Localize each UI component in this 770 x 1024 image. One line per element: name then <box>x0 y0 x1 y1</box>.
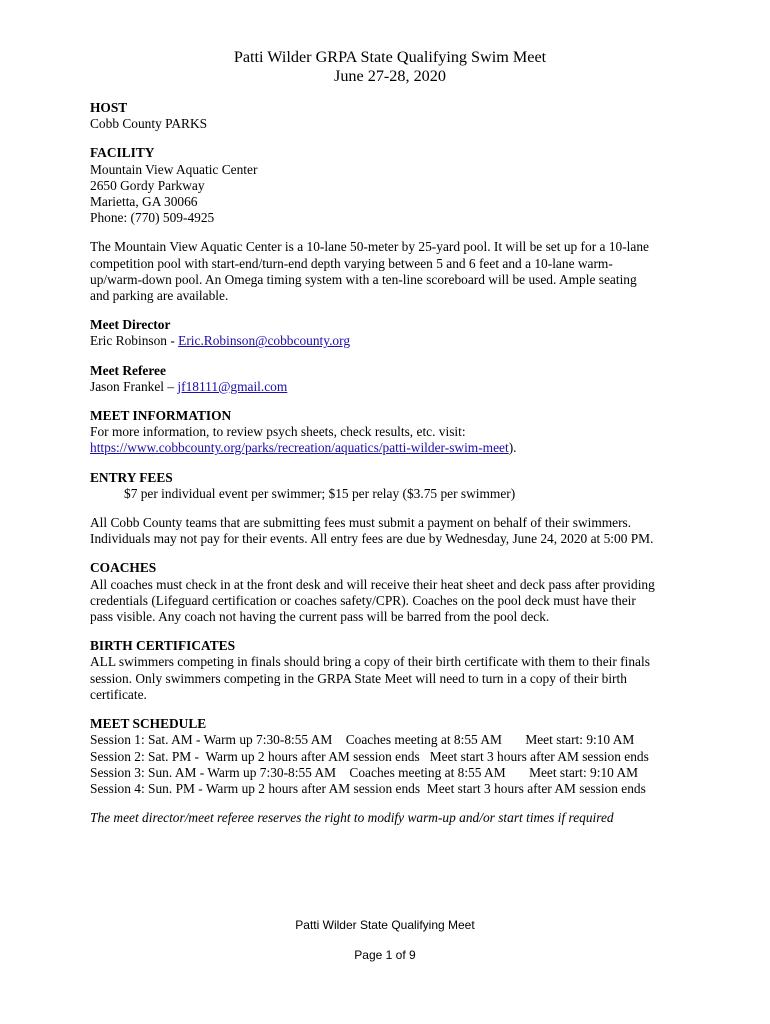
director-email-link[interactable]: Eric.Robinson@cobbcounty.org <box>178 333 351 349</box>
host-heading: HOST <box>90 100 128 115</box>
birth-certificates-section <box>90 638 690 703</box>
fees-paragraph-line: All Cobb County teams that are submitting fees must submit a payment on behalf of their swimmers. <box>90 515 632 531</box>
coaches-line: All coaches must check in at the front desk and will receive their heat sheet and deck pass after providing <box>90 576 655 592</box>
facility-phone: Phone: (770) 509-4925 <box>90 210 215 226</box>
facility-description <box>90 239 690 304</box>
fees-paragraph <box>90 515 690 547</box>
footer-page-number: Page 1 of 9 <box>354 948 416 962</box>
director-name: Eric Robinson - <box>90 333 179 349</box>
facility-desc-line: The Mountain View Aquatic Center is a 10-lane 50-meter by 25-yard pool. It will be set up for a 10-lane <box>90 239 649 255</box>
birth-heading: BIRTH CERTIFICATES <box>90 638 236 654</box>
host-section <box>90 100 690 132</box>
coaches-section <box>90 560 690 625</box>
birth-line: ALL swimmers competing in finals should bring a copy of their birth certificate with them to their finals <box>90 654 650 670</box>
referee-heading: Meet Referee <box>90 362 166 378</box>
schedule-heading: MEET SCHEDULE <box>90 716 207 732</box>
entry-fees-line: $7 per individual event per swimmer; $15 per relay ($3.75 per swimmer) <box>124 485 516 501</box>
schedule-session: Session 1: Sat. AM - Warm up 7:30-8:55 AM Coaches meeting at 8:55 AM Meet start: 9:10 AM <box>90 732 635 748</box>
facility-heading: FACILITY <box>90 145 155 161</box>
coaches-heading: COACHES <box>90 560 157 576</box>
birth-line: certificate. <box>90 686 147 702</box>
facility-section <box>90 145 690 226</box>
schedule-note: The meet director/meet referee reserves the right to modify warm-up and/or start times if required <box>90 810 614 826</box>
entry-fees-heading: ENTRY FEES <box>90 469 173 485</box>
meet-info-heading: MEET INFORMATION <box>90 408 232 424</box>
footer-title: Patti Wilder State Qualifying Meet <box>295 918 475 932</box>
document-title <box>90 48 690 86</box>
meet-info-text: For more information, to review psych sheets, check results, etc. visit: <box>90 424 466 440</box>
referee-section <box>90 363 690 395</box>
facility-address: 2650 Gordy Parkway <box>90 177 205 193</box>
schedule-session: Session 4: Sun. PM - Warm up 2 hours after AM session ends Meet start 3 hours after AM session ends <box>90 780 646 796</box>
facility-city: Marietta, GA 30066 <box>90 194 198 210</box>
director-section <box>90 317 690 349</box>
facility-name: Mountain View Aquatic Center <box>90 161 258 177</box>
referee-email-link[interactable]: jf18111@gmail.com <box>177 378 288 394</box>
document-page <box>90 48 690 826</box>
facility-desc-line: competition pool with start-end/turn-end depth varying between 5 and 6 feet and a 10-lane warm- <box>90 255 613 271</box>
birth-line: session. Only swimmers competing in the GRPA State Meet will need to turn in a copy of their birth <box>90 670 627 686</box>
schedule-session: Session 2: Sat. PM - Warm up 2 hours after AM session ends Meet start 3 hours after AM session ends <box>90 748 649 764</box>
schedule-session: Session 3: Sun. AM - Warm up 7:30-8:55 AM Coaches meeting at 8:55 AM Meet start: 9:10 AM <box>90 764 639 780</box>
coaches-line: pass visible. Any coach not having the current pass will be barred from the pool deck. <box>90 609 550 625</box>
meet-info-link[interactable]: https://www.cobbcounty.org/parks/recreation/aquatics/patti-wilder-swim-meet <box>90 440 509 456</box>
schedule-section <box>90 716 690 797</box>
meet-info-section <box>90 408 690 457</box>
entry-fees-section <box>90 470 690 502</box>
fees-paragraph-line: Individuals may not pay for their events. All entry fees are due by Wednesday, June 24, 2020 at 5:00 PM. <box>90 531 654 547</box>
facility-desc-line: up/warm-down pool. An Omega timing system with a ten-line scoreboard will be used. Ample seating <box>90 271 637 287</box>
host-name: Cobb County PARKS <box>90 116 208 132</box>
title-line-1: Patti Wilder GRPA State Qualifying Swim Meet <box>233 48 547 66</box>
facility-desc-line: and parking are available. <box>90 288 229 304</box>
meet-info-link-suffix: ). <box>508 440 517 456</box>
title-line-2: June 27-28, 2020 <box>334 67 446 85</box>
referee-name: Jason Frankel – <box>90 378 178 394</box>
director-heading: Meet Director <box>90 317 171 333</box>
coaches-line: credentials (Lifeguard certification or coaches safety/CPR). Coaches on the pool deck must have their <box>90 592 636 608</box>
